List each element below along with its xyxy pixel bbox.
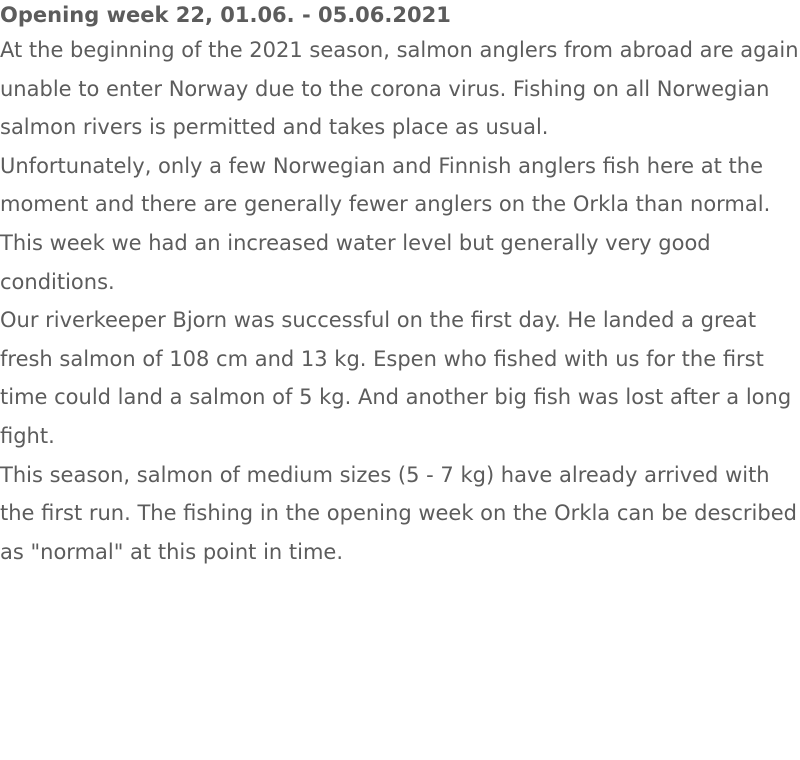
paragraph-salmon-sizes: This season, salmon of medium sizes (5 - 7 kg) have already arrived with the first run. The fishing in the opening week on the Orkla can be described as "normal" at this point in time. bbox=[0, 462, 797, 564]
report-title: Opening week 22, 01.06. - 05.06.2021 bbox=[0, 3, 451, 27]
paragraph-season-start: At the beginning of the 2021 season, salmon anglers from abroad are again unable to enter Norway due to the corona virus. Fishing on all Norwegian salmon rivers is permitted and takes place as usual. bbox=[0, 38, 799, 140]
paragraph-catches: Our riverkeeper Bjorn was successful on the first day. He landed a great fresh salmon of 108 cm and 13 kg. Espen who fished with us for the first time could land a salmon of 5 kg. And another big fish was lost after a long fight. bbox=[0, 308, 792, 448]
paragraph-water-level: This week we had an increased water level but generally very good conditions. bbox=[0, 230, 711, 294]
paragraph-few-anglers: Unfortunately, only a few Norwegian and Finnish anglers fish here at the moment and there are generally fewer anglers on the Orkla than normal. bbox=[0, 153, 771, 217]
